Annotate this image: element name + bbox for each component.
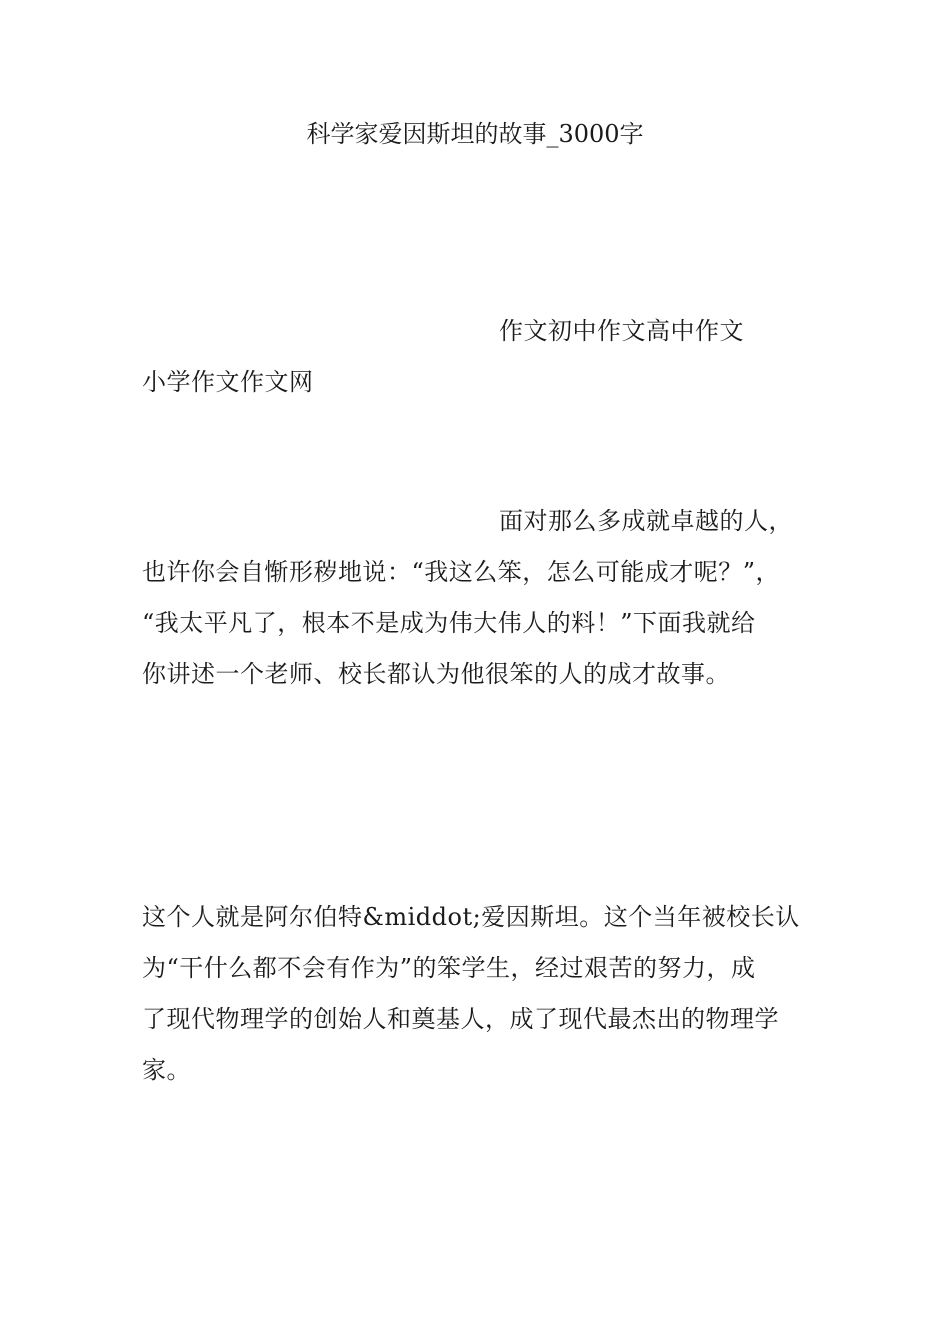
paragraph-line: 也许你会自惭形秽地说：“我这么笨，怎么可能成才呢？”， bbox=[142, 558, 781, 586]
paragraph-line: 了现代物理学的创始人和奠基人，成了现代最杰出的物理学 bbox=[142, 1005, 779, 1033]
subtitle-line: 小学作文作文网 bbox=[142, 368, 314, 396]
paragraph-line: 家。 bbox=[142, 1056, 191, 1084]
paragraph-intro bbox=[142, 496, 822, 700]
paragraph-line: 为“干什么都不会有作为”的笨学生，经过艰苦的努力，成 bbox=[142, 954, 756, 982]
paragraph-line: 你讲述一个老师、校长都认为他很笨的人的成才故事。 bbox=[142, 660, 730, 688]
subtitle-line: 作文初中作文高中作文 bbox=[499, 317, 744, 345]
paragraph-line: 面对那么多成就卓越的人， bbox=[499, 507, 793, 535]
paragraph-einstein bbox=[142, 892, 822, 1096]
paragraph-line: 这个人就是阿尔伯特&middot;爱因斯坦。这个当年被校长认 bbox=[142, 903, 800, 931]
subtitle-block bbox=[142, 306, 822, 408]
document-title: 科学家爱因斯坦的故事_3000字 bbox=[306, 120, 644, 148]
paragraph-line: “我太平凡了，根本不是成为伟大伟人的料！”下面我就给 bbox=[142, 609, 756, 637]
